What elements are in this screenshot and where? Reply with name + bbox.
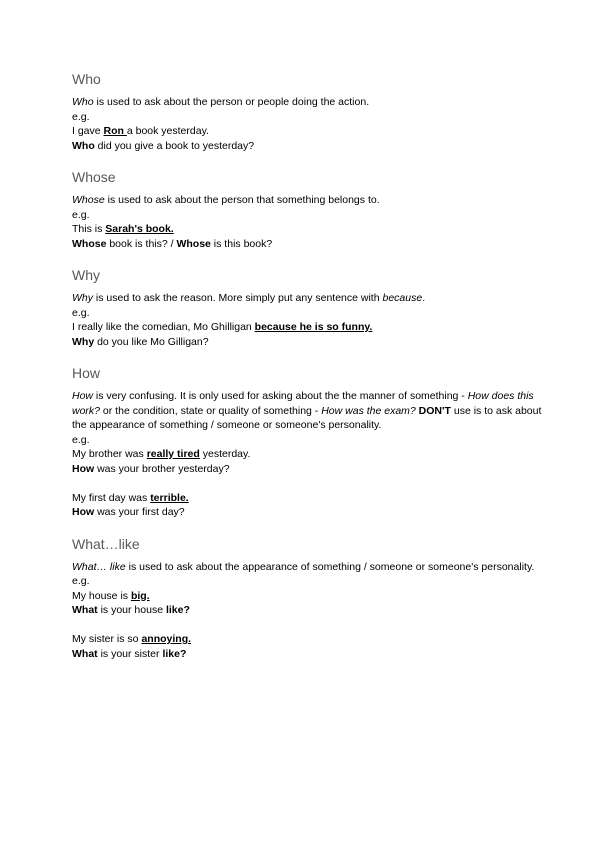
blank-line [72,476,542,491]
eg-label: e.g. [72,306,90,319]
section-title-how: How [72,365,101,381]
question-text: did you give a book to yesterday? [94,139,255,152]
question-sentence [72,335,542,350]
question-word: like? [162,647,187,660]
question-text: was your brother yesterday? [94,462,230,475]
example-text: My brother was [72,448,147,460]
example-text: yesterday. [199,448,251,460]
example-highlight: because he is so funny. [254,321,373,333]
example-text: I really like the comedian, Mo Ghilligan [72,321,255,333]
example-sentence [72,632,542,647]
example-highlight: Ron [103,125,127,137]
question-sentence [72,237,542,252]
example-highlight: Sarah's book. [105,223,174,235]
example-text: My sister is so [72,633,142,645]
example-sentence [72,222,542,237]
example-text: This is [72,223,106,235]
term: Who [72,96,94,108]
question-word: Whose [72,237,107,250]
question-word: Whose [176,237,211,250]
example-highlight: annoying. [141,633,192,645]
question-word: like? [165,604,190,616]
question-word: Why [72,335,95,348]
example-sentence [72,320,542,335]
question-sentence [72,462,542,477]
definition-text: is used to ask about the person that something belongs to. [104,194,380,206]
example-question: How was the exam? [321,404,416,417]
eg-label: e.g. [72,433,90,446]
blank-line [72,618,542,633]
eg-label: e.g. [72,208,90,221]
section-what-like [72,535,542,662]
example-highlight: really tired [146,448,200,460]
example-text: My house is [72,589,131,602]
example-text: My first day was [72,491,151,504]
question-sentence [72,603,542,618]
section-why [72,266,542,349]
question-word: Who [72,139,95,152]
definition-text: is used to ask about the person or people doing the action. [93,96,370,108]
section-title-what-like: What…like [72,535,140,552]
term: because [382,292,423,304]
definition-how [72,389,542,433]
definition-text: . [422,292,426,304]
definition-what-like [72,560,542,575]
question-text: is this book? [210,237,273,250]
section-title-why: Why [72,267,100,283]
question-word: How [72,462,95,475]
document-body [72,70,542,676]
section-title-who: Who [72,71,101,87]
question-word: What [72,604,98,616]
definition-text: or the condition, state or quality of something - [100,404,322,417]
definition-text: use is to ask about the appearance of something / someone or someone's personality. [72,404,542,431]
question-word: How [72,506,95,518]
term: Whose [72,194,105,206]
example-sentence [72,124,542,139]
section-how [72,364,542,520]
question-text: do you like Mo Gilligan? [94,335,209,348]
question-sentence [72,139,542,154]
definition-text: is used to ask the reason. More simply put any sentence with [93,292,383,304]
definition-why [72,291,542,306]
definition-text: is very confusing. It is only used for asking about the the manner of something - [93,390,468,402]
section-whose [72,168,542,251]
example-highlight: terrible. [150,491,189,504]
term: How [72,390,94,402]
section-who [72,70,542,153]
definition-text: is used to ask about the appearance of something / someone or someone's personality. [125,560,535,573]
question-text: book is this? / [106,237,177,250]
definition-who [72,95,542,110]
example-text: I gave [72,125,104,137]
section-title-whose: Whose [72,169,116,185]
question-sentence [72,647,542,662]
example-question: How does this work? [72,390,534,417]
question-text: is your sister [97,647,163,660]
example-sentence [72,589,542,604]
example-highlight: big. [130,589,150,602]
example-text: a book yesterday. [126,125,209,137]
question-text: was your first day? [94,506,185,518]
question-text: is your house [97,604,166,616]
definition-whose [72,193,542,208]
eg-label: e.g. [72,110,90,123]
question-word: What [72,647,98,660]
question-sentence [72,505,542,520]
example-sentence [72,447,542,462]
term: What… like [72,560,126,573]
warning-word: DON'T [415,404,451,417]
term: Why [72,292,93,304]
eg-label: e.g. [72,575,90,587]
example-sentence [72,491,542,506]
